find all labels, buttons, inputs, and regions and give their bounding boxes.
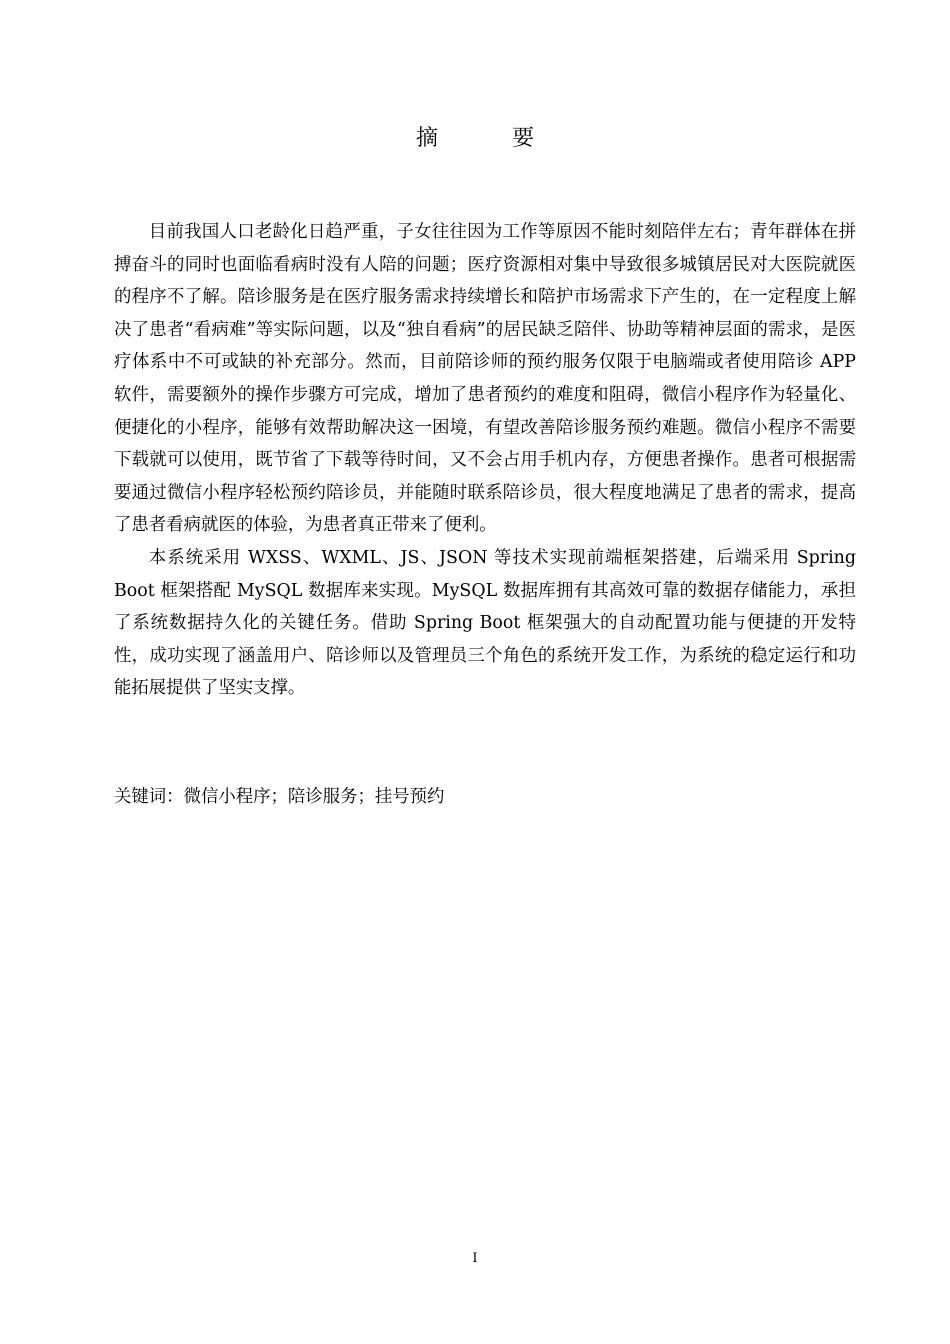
- page-title: 摘 要: [415, 126, 560, 151]
- keywords-line: [114, 782, 856, 812]
- page-number: I: [472, 1251, 478, 1266]
- keywords-text: 微信小程序；陪诊服务；挂号预约: [183, 787, 445, 807]
- keywords-label: 关键词：: [114, 787, 184, 807]
- abstract-paragraph-1: 目前我国人口老龄化日趋严重，子女往往因为工作等原因不能时刻陪伴左右；青年群体在拼搏奋斗的同时也面临看病时没有人陪的问题；医疗资源相对集中导致很多城镇居民对大医院就医的程序不了解。陪诊服务是在医疗服务需求持续增长和陪护市场需求下产生的，在一定程度上解决了患者“看病难”等实际问题，以及“独自看病”的居民缺乏陪伴、协助等精神层面的需求，是医疗体系中不可或缺的补充部分。然而，目前陪诊师的预约服务仅限于电脑端或者使用陪诊 APP 软件，需要额外的操作步骤方可完成，增加了患者预约的难度和阻碍，微信小程序作为轻量化、便捷化的小程序，能够有效帮助解决这一困境，有望改善陪诊服务预约难题。微信小程序不需要下载就可以使用，既节省了下载等待时间，又不会占用手机内存，方便患者操作。患者可根据需要通过微信小程序轻松预约陪诊员，并能随时联系陪诊员，很大程度地满足了患者的需求，提高了患者看病就医的体验，为患者真正带来了便利。: [114, 222, 856, 536]
- abstract-body: [114, 216, 856, 705]
- abstract-paragraph-2: 本系统采用 WXSS、WXML、JS、JSON 等技术实现前端框架搭建，后端采用 Spring Boot 框架搭配 MySQL 数据库来实现。MySQL 数据库拥有其高效可靠的数据存储能力，承担了系统数据持久化的关键任务。借助 Spring Boot 框架强大的自动配置功能与便捷的开发特性，成功实现了涵盖用户、陪诊师以及管理员三个角色的系统开发工作，为系统的稳定运行和功能拓展提供了坚实支撑。: [114, 547, 856, 699]
